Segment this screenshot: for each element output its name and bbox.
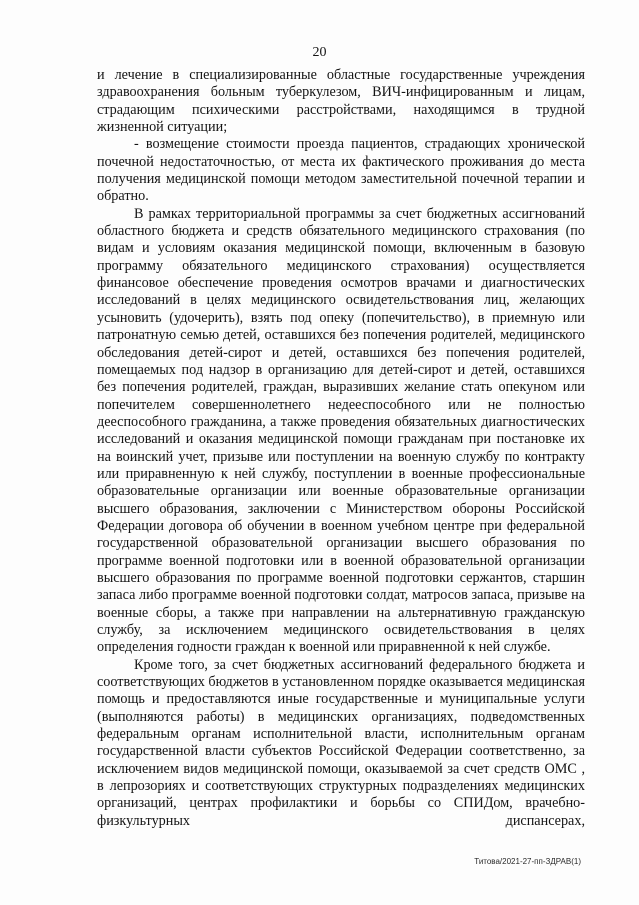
paragraph-territorial-program: В рамках территориальной программы за счет бюджетных ассигнований областного бюджета и средств обязательного медицинского страхования (по видам и условиям оказания медицинской помощи, включенным в базовую программу обязательного медицинского страхования) осуществляется финансовое обеспечение проведения осмотров врачами и диагностических исследований в целях медицинского освидетельствования лиц, желающих усыновить (удочерить), взять под опеку (попечительство), в приемную или патронатную семью детей, оставшихся без попечения родителей, медицинского обследования детей-сирот и детей, оставшихся без попечения родителей, помещаемых под надзор в организацию для детей-сирот и детей, оставшихся без попечения родителей, граждан, выразивших желание стать опекуном или попечителем совершеннолетнего недееспособного или не полностью дееспособного гражданина, а также проведения обязательных диагностических исследований и оказания медицинской помощи гражданам при постановке их на воинский учет, призыве или поступлении на военную службу по контракту или приравненную к ней службу, поступлении в военные профессиональные образовательные организации или военные образовательные организации высшего образования, заключении с Министерством обороны Российской Федерации договора об обучении в военном учебном центре при федеральной государственной образовательной организации высшего образования по программе военной подготовки или в военной образовательной организации высшего образования по программе военной подготовки сержантов, старшин запаса либо программе военной подготовки солдат, матросов запаса, призыве на военные сборы, а также при направлении на альтернативную гражданскую службу, за исключением медицинского освидетельствования в целях определения годности граждан к военной или приравненной к ней службе. [97, 205, 585, 656]
paragraph-transport-compensation: - возмещение стоимости проезда пациентов, страдающих хронической почечной недостаточностью, от места их фактического проживания до места получения медицинской помощи методом заместительной почечной терапии и обратно. [97, 136, 585, 205]
body-text [97, 67, 585, 830]
paragraph-federal-budget: Кроме того, за счет бюджетных ассигнований федерального бюджета и соответствующих бюджетов в установленном порядке оказывается медицинская помощь и предоставляются иные государственные и муниципальные услуги (выполняются работы) в медицинских организациях, подведомственных федеральным органам исполнительной власти, исполнительным органам государственной власти субъектов Российской Федерации соответственно, за исключением видов медицинской помощи, оказываемой за счет средств ОМС , в лепрозориях и соответствующих структурных подразделениях медицинских организаций, центрах профилактики и борьбы со СПИДом, врачебно-физкультурных диспансерах, [97, 656, 585, 829]
page-number: 20 [312, 45, 327, 60]
paragraph-continuation: и лечение в специализированные областные государственные учреждения здравоохранения больным туберкулезом, ВИЧ-инфицированным и лицам, страдающим психическими расстройствами, находящимся в трудной жизненной ситуации; [97, 67, 585, 136]
footer-reference: Титова/2021-27-пп-ЗДРАВ(1) [474, 857, 581, 866]
